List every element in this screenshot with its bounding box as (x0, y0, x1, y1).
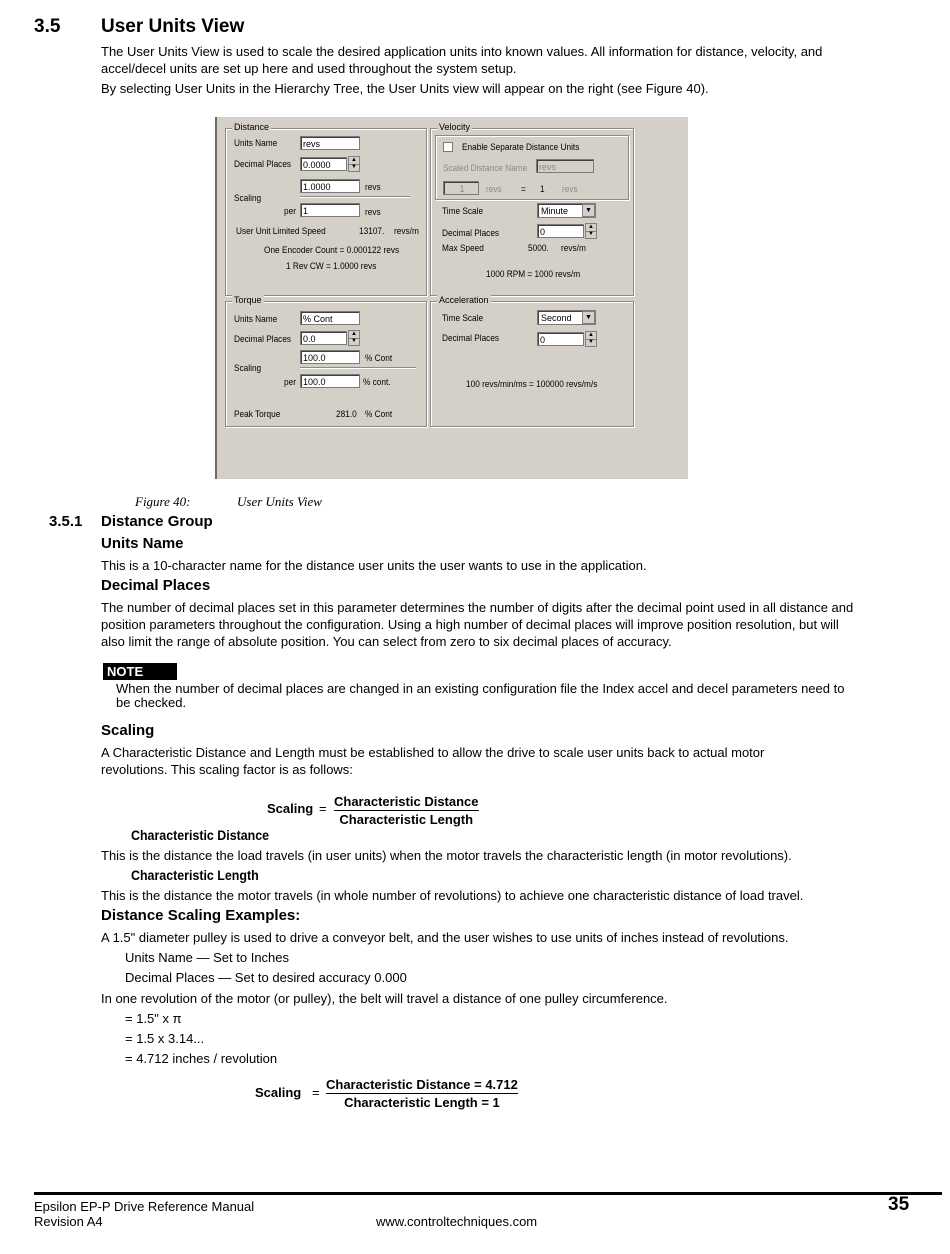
spin-up-icon[interactable]: ▲ (349, 157, 359, 165)
acceleration-group-label: Acceleration (439, 295, 489, 305)
section-intro-2: By selecting User Units in the Hierarchy Tree, the User Units view will appear on the right (see Figure 40). (101, 81, 709, 96)
spin-down-icon[interactable]: ▼ (351, 338, 357, 344)
enable-separate-units-label: Enable Separate Distance Units (462, 142, 580, 152)
velocity-group (430, 122, 634, 296)
section-title: User Units View (101, 16, 245, 37)
distance-scaling-label: Scaling (234, 193, 262, 203)
spin-down-icon[interactable]: ▼ (588, 339, 594, 345)
distance-decimal-places-input[interactable]: 0.0000 (300, 157, 347, 171)
characteristic-distance-heading: Characteristic Distance (131, 828, 270, 843)
page-number: 35 (888, 1194, 910, 1215)
torque-units-name-input[interactable]: % Cont (300, 311, 360, 325)
accel-decimal-places-spinner[interactable] (585, 331, 597, 347)
accel-time-scale-select[interactable] (537, 310, 596, 325)
decimal-places-heading: Decimal Places (101, 577, 211, 594)
distance-units-name-label: Units Name (234, 138, 278, 148)
example-formula-label: Scaling (255, 1085, 302, 1100)
example-formula-numerator: Characteristic Distance = 4.712 (326, 1077, 518, 1092)
spin-up-icon[interactable]: ▲ (586, 224, 596, 232)
figure-caption-label: Figure 40: (135, 494, 191, 509)
scaling-formula-equals: = (319, 801, 327, 816)
section-intro: The User Units View is used to scale the desired application units into known values. All information for distance, velocity, and accel/decel units are set up here and used throughout the system setup. (101, 44, 823, 76)
chevron-down-icon[interactable]: ▼ (582, 204, 595, 217)
figure-caption-text: User Units View (237, 494, 322, 509)
peak-torque-unit: % Cont (365, 409, 393, 419)
velocity-decimal-places-label: Decimal Places (442, 228, 500, 238)
units-name-heading: Units Name (101, 535, 184, 552)
subsection-title: Distance Group (101, 513, 213, 530)
velocity-decimal-places-spinner[interactable] (585, 223, 597, 239)
limited-speed-unit: revs/m (394, 226, 419, 236)
subsection-number: 3.5.1 (49, 513, 83, 530)
distance-units-name-input[interactable]: revs (300, 136, 360, 150)
ratio-left-input[interactable]: 1 (443, 181, 479, 195)
accel-note: 100 revs/min/ms = 100000 revs/m/s (466, 379, 598, 389)
encoder-count-readout: One Encoder Count = 0.000122 revs (264, 245, 400, 255)
scaling-formula-denominator: Characteristic Length (339, 812, 474, 827)
accel-time-scale-label: Time Scale (442, 313, 484, 323)
characteristic-distance-text: This is the distance the load travels (in user units) when the motor travels the characteristic length (in motor revolutions). (101, 848, 792, 863)
torque-decimal-places-label: Decimal Places (234, 334, 292, 344)
examples-heading: Distance Scaling Examples: (101, 907, 301, 924)
scaling-formula-fraction (334, 794, 479, 827)
limited-speed-label: User Unit Limited Speed (236, 226, 326, 236)
note-text: When the number of decimal places are changed in an existing configuration file the Index accel and decel parameters need to be checked. (116, 681, 845, 710)
section-number: 3.5 (34, 16, 61, 37)
torque-group (225, 295, 427, 427)
distance-per-input[interactable]: 1 (300, 203, 360, 217)
torque-per-label: per (284, 377, 296, 387)
scaling-formula-label: Scaling (267, 801, 314, 816)
examples-line-1: Units Name — Set to Inches (125, 950, 290, 965)
examples-line-3: In one revolution of the motor (or pulley), the belt will travel a distance of one pulley circumference. (101, 991, 668, 1006)
scaling-formula-numerator: Characteristic Distance (334, 794, 479, 809)
accel-decimal-places-label: Decimal Places (442, 333, 500, 343)
max-speed-unit: revs/m (561, 243, 586, 253)
distance-group-label: Distance (234, 122, 270, 132)
spin-up-icon[interactable]: ▲ (349, 331, 359, 339)
scaled-distance-name-label: Scaled Distance Name (443, 163, 528, 173)
scaled-distance-name-input[interactable]: revs (536, 159, 594, 173)
accel-time-scale-value: Second (541, 313, 572, 323)
rev-cw-readout: 1 Rev CW = 1.0000 revs (286, 261, 377, 271)
limited-speed-value: 13107. (359, 226, 385, 236)
footer-manual-title: Epsilon EP-P Drive Reference Manual (34, 1199, 255, 1214)
torque-decimal-places-input[interactable]: 0.0 (300, 331, 347, 345)
chevron-down-icon[interactable]: ▼ (582, 311, 595, 324)
characteristic-length-text: This is the distance the motor travels (in whole number of revolutions) to achieve one characteristic distance of load travel. (101, 888, 804, 903)
torque-scaling-divider (300, 367, 416, 368)
spin-down-icon[interactable]: ▼ (588, 231, 594, 237)
example-formula-denominator: Characteristic Length = 1 (344, 1095, 500, 1110)
velocity-time-scale-label: Time Scale (442, 206, 484, 216)
enable-separate-units-checkbox[interactable] (443, 142, 453, 152)
note-label: NOTE (103, 663, 177, 680)
torque-scaling-top-input[interactable]: 100.0 (300, 350, 360, 364)
max-speed-value: 5000. (528, 243, 549, 253)
peak-torque-label: Peak Torque (234, 409, 281, 419)
ratio-left-unit: revs (486, 184, 502, 194)
footer-revision: Revision A4 (34, 1214, 103, 1229)
velocity-decimal-places-input[interactable]: 0 (537, 224, 584, 238)
torque-per-unit: % cont. (363, 377, 391, 387)
distance-per-label: per (284, 206, 296, 216)
distance-scaling-top-input[interactable]: 1.0000 (300, 179, 360, 193)
examples-calc-2: = 1.5 x 3.14... (125, 1031, 205, 1046)
max-speed-label: Max Speed (442, 243, 484, 253)
torque-units-name-label: Units Name (234, 314, 278, 324)
velocity-time-scale-select[interactable] (537, 203, 596, 218)
rpm-note: 1000 RPM = 1000 revs/m (486, 269, 581, 279)
distance-per-unit: revs (365, 207, 381, 217)
decimal-places-text: The number of decimal places set in this parameter determines the number of digits after the decimal point used in all distance and position parameters throughout the configuration. Using a high number of decimal places will improve position resolution, but will also limit the range of absolute position. You can select from zero to six decimal places of accuracy. (101, 600, 854, 649)
user-units-view-screenshot (215, 117, 688, 479)
ratio-right-unit: revs (562, 184, 578, 194)
velocity-group-label: Velocity (439, 122, 471, 132)
torque-group-label: Torque (234, 295, 262, 305)
examples-calc-3: = 4.712 inches / revolution (125, 1051, 278, 1066)
distance-group (225, 122, 427, 296)
acceleration-group (430, 295, 634, 427)
velocity-time-scale-value: Minute (541, 206, 569, 216)
examples-intro: A 1.5" diameter pulley is used to drive a conveyor belt, and the user wishes to use units of inches instead of revolutions. (101, 930, 789, 945)
torque-scaling-label: Scaling (234, 363, 262, 373)
distance-decimal-places-label: Decimal Places (234, 159, 292, 169)
examples-calc-1: = 1.5" x π (125, 1011, 182, 1026)
separate-units-subgroup (435, 135, 629, 200)
scaling-heading: Scaling (101, 722, 155, 739)
torque-decimal-places-spinner[interactable] (348, 330, 360, 346)
accel-decimal-places-input[interactable]: 0 (537, 332, 584, 346)
distance-decimal-places-spinner[interactable] (348, 156, 360, 172)
footer-rule (34, 1192, 942, 1195)
torque-per-input[interactable]: 100.0 (300, 374, 360, 388)
spin-down-icon[interactable]: ▼ (351, 164, 357, 170)
example-formula-equals: = (312, 1085, 320, 1100)
spin-up-icon[interactable]: ▲ (586, 332, 596, 340)
peak-torque-value: 281.0 (336, 409, 357, 419)
torque-scaling-top-unit: % Cont (365, 353, 393, 363)
distance-scaling-top-unit: revs (365, 182, 381, 192)
examples-line-2: Decimal Places — Set to desired accuracy 0.000 (125, 970, 407, 985)
ratio-right-value: 1 (540, 184, 545, 194)
ratio-equals: = (521, 184, 526, 194)
characteristic-length-heading: Characteristic Length (131, 868, 259, 883)
scaling-text: A Characteristic Distance and Length must be established to allow the drive to scale user units back to actual motor revolutions. This scaling factor is as follows: (101, 745, 765, 777)
units-name-text: This is a 10-character name for the distance user units the user wants to use in the application. (101, 558, 647, 573)
distance-scaling-divider (300, 196, 410, 197)
footer-url[interactable]: www.controltechniques.com (376, 1214, 538, 1229)
example-formula-fraction (326, 1077, 518, 1110)
